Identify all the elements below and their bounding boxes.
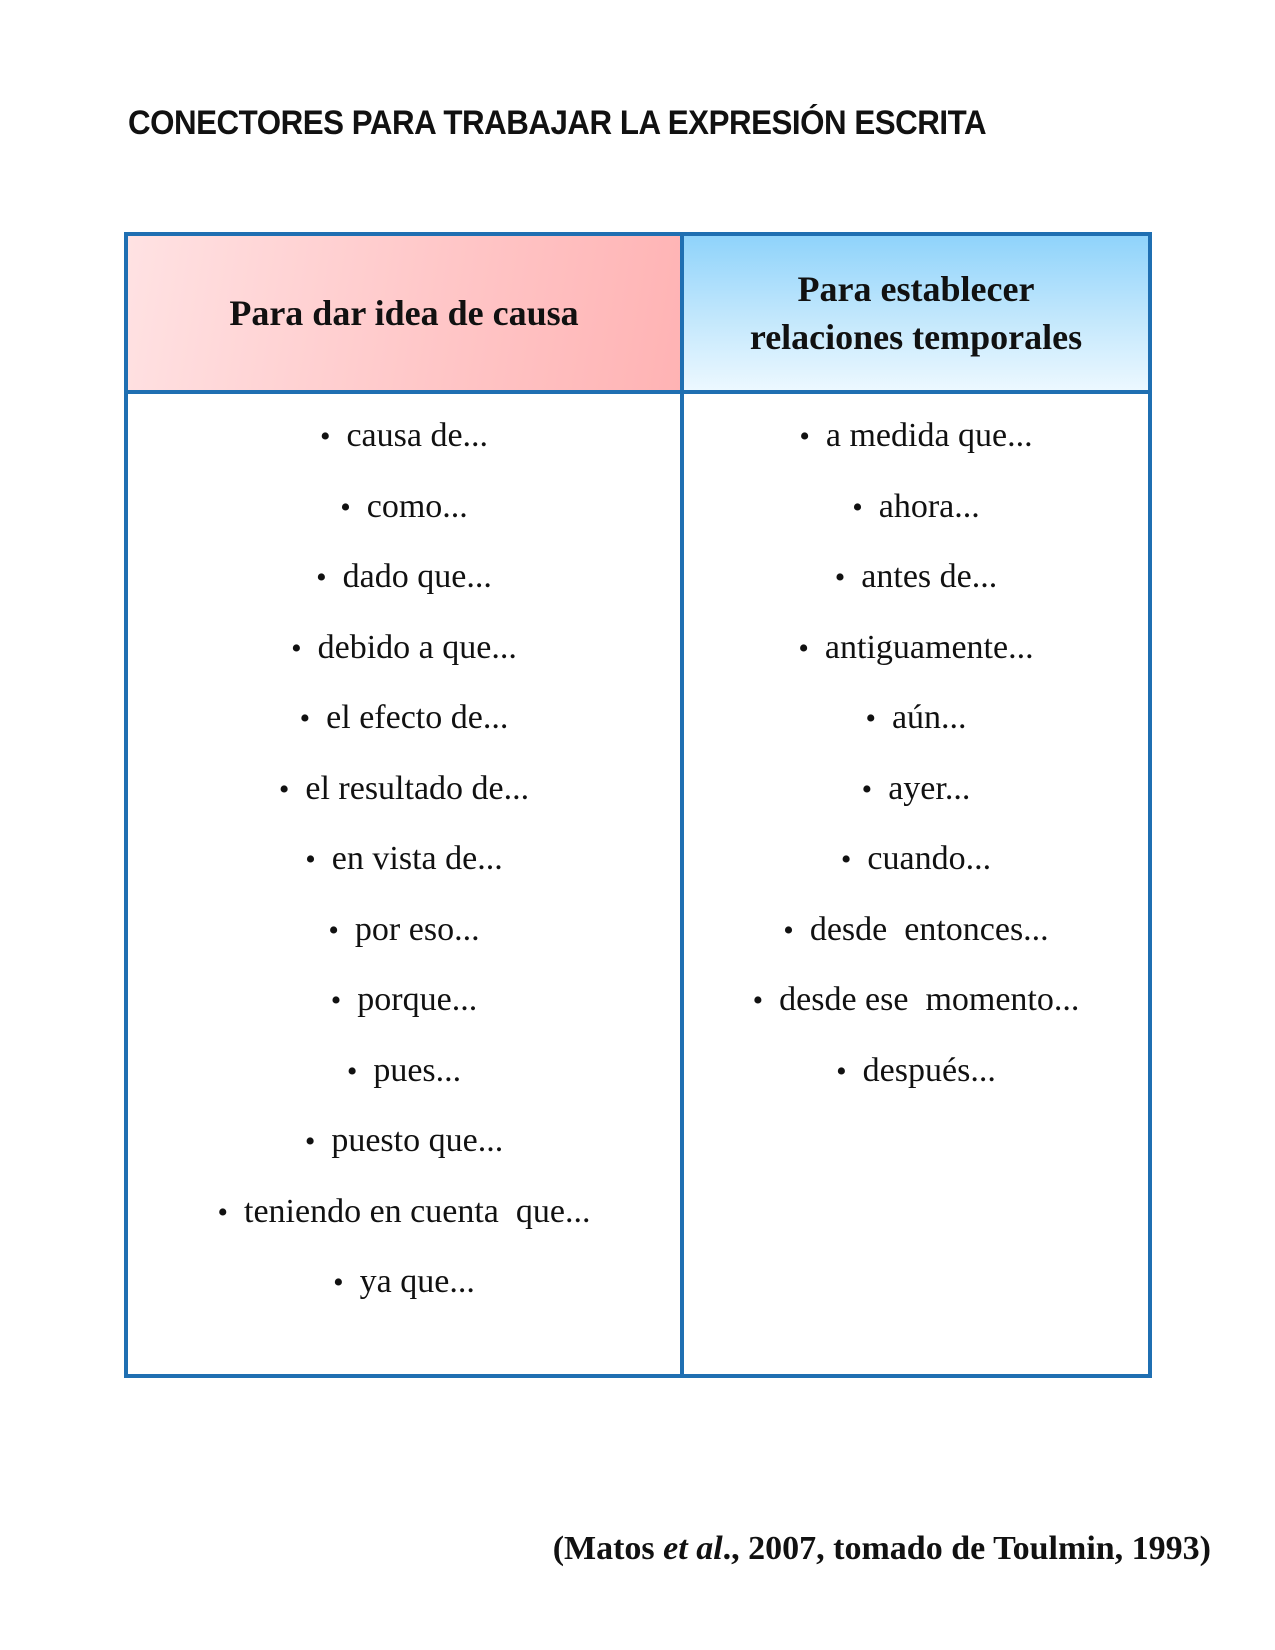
list-item-text: antes de...	[861, 558, 998, 595]
list-item-text: aún...	[891, 699, 967, 736]
bullet-icon: •	[328, 913, 339, 947]
citation-prefix: (Matos	[552, 1530, 664, 1567]
list-item	[684, 759, 1148, 830]
list-item	[128, 759, 680, 830]
bullet-icon: •	[217, 1195, 229, 1229]
list-item	[128, 900, 680, 971]
list-item	[684, 900, 1148, 971]
bullet-icon: •	[834, 561, 846, 594]
list-item	[684, 547, 1148, 618]
list-item-text: el efecto de...	[326, 699, 509, 736]
header-temporal-line2: relaciones temporales	[749, 317, 1083, 357]
list-item	[128, 970, 680, 1041]
bullet-icon: •	[836, 1054, 847, 1088]
list-item	[128, 688, 680, 759]
list-item	[684, 406, 1148, 477]
bullet-icon: •	[304, 1125, 316, 1158]
list-item-text: debido a que...	[317, 628, 517, 666]
list-item-text: desde ese momento...	[779, 981, 1080, 1018]
list-item	[128, 1041, 680, 1112]
cause-list	[128, 406, 680, 1323]
bullet-icon: •	[319, 420, 331, 453]
list-item-text: porque...	[357, 981, 478, 1018]
list-item	[128, 1252, 680, 1323]
bullet-icon: •	[865, 702, 876, 735]
list-item-text: en vista de...	[331, 840, 503, 877]
header-temporal	[684, 236, 1148, 394]
list-item-text: ayer...	[888, 769, 971, 807]
bullet-icon: •	[291, 631, 302, 665]
bullet-icon: •	[333, 1266, 344, 1299]
list-item-text: como...	[366, 487, 468, 525]
list-item-text: puesto que...	[331, 1122, 504, 1159]
list-item	[128, 547, 680, 618]
list-item-text: a medida que...	[825, 417, 1033, 454]
header-temporal-line1: Para establecer	[797, 269, 1035, 309]
bullet-icon: •	[330, 984, 342, 1017]
list-item	[684, 618, 1148, 689]
citation-italic: et al	[663, 1530, 723, 1567]
list-item-text: teniendo en cuenta que...	[244, 1192, 591, 1230]
page-title: CONECTORES PARA TRABAJAR LA EXPRESIÓN ESCRITA	[128, 104, 987, 142]
list-item	[684, 829, 1148, 900]
list-item-text: cuando...	[867, 840, 992, 877]
bullet-icon: •	[798, 631, 809, 665]
temporal-list	[684, 406, 1148, 1111]
connectors-table	[124, 232, 1152, 1378]
list-item	[684, 477, 1148, 548]
cause-list-cell	[128, 394, 684, 1374]
bullet-icon: •	[305, 843, 316, 876]
bullet-icon: •	[299, 702, 311, 735]
list-item	[128, 477, 680, 548]
list-item-text: ya que...	[359, 1263, 475, 1300]
list-item	[684, 688, 1148, 759]
bullet-icon: •	[340, 490, 351, 524]
list-item-text: después...	[862, 1051, 996, 1089]
bullet-icon: •	[799, 420, 810, 453]
list-item-text: pues...	[373, 1051, 462, 1089]
list-item	[128, 1182, 680, 1253]
header-cause-line1: Para dar idea de causa	[229, 293, 579, 333]
list-item	[684, 970, 1148, 1041]
list-item	[128, 406, 680, 477]
bullet-icon: •	[752, 984, 764, 1017]
list-item	[128, 1111, 680, 1182]
list-item-text: desde entonces...	[809, 910, 1049, 948]
bullet-icon: •	[783, 913, 794, 947]
bullet-icon: •	[861, 772, 873, 806]
list-item	[684, 1041, 1148, 1112]
temporal-list-cell	[684, 394, 1148, 1374]
list-item-text: ahora...	[878, 487, 980, 525]
bullet-icon: •	[346, 1054, 358, 1088]
bullet-icon: •	[840, 843, 852, 876]
citation-suffix: ., 2007, tomado de Toulmin, 1993)	[722, 1530, 1211, 1567]
bullet-icon: •	[852, 490, 863, 524]
list-item	[128, 829, 680, 900]
list-item-text: el resultado de...	[305, 769, 530, 807]
bullet-icon: •	[278, 772, 290, 806]
header-cause	[128, 236, 684, 394]
list-item	[128, 618, 680, 689]
citation	[553, 1530, 1211, 1568]
list-item-text: por eso...	[354, 910, 480, 948]
list-item-text: antiguamente...	[824, 628, 1034, 666]
list-item-text: causa de...	[346, 417, 489, 454]
list-item-text: dado que...	[342, 558, 492, 595]
bullet-icon: •	[316, 561, 327, 594]
